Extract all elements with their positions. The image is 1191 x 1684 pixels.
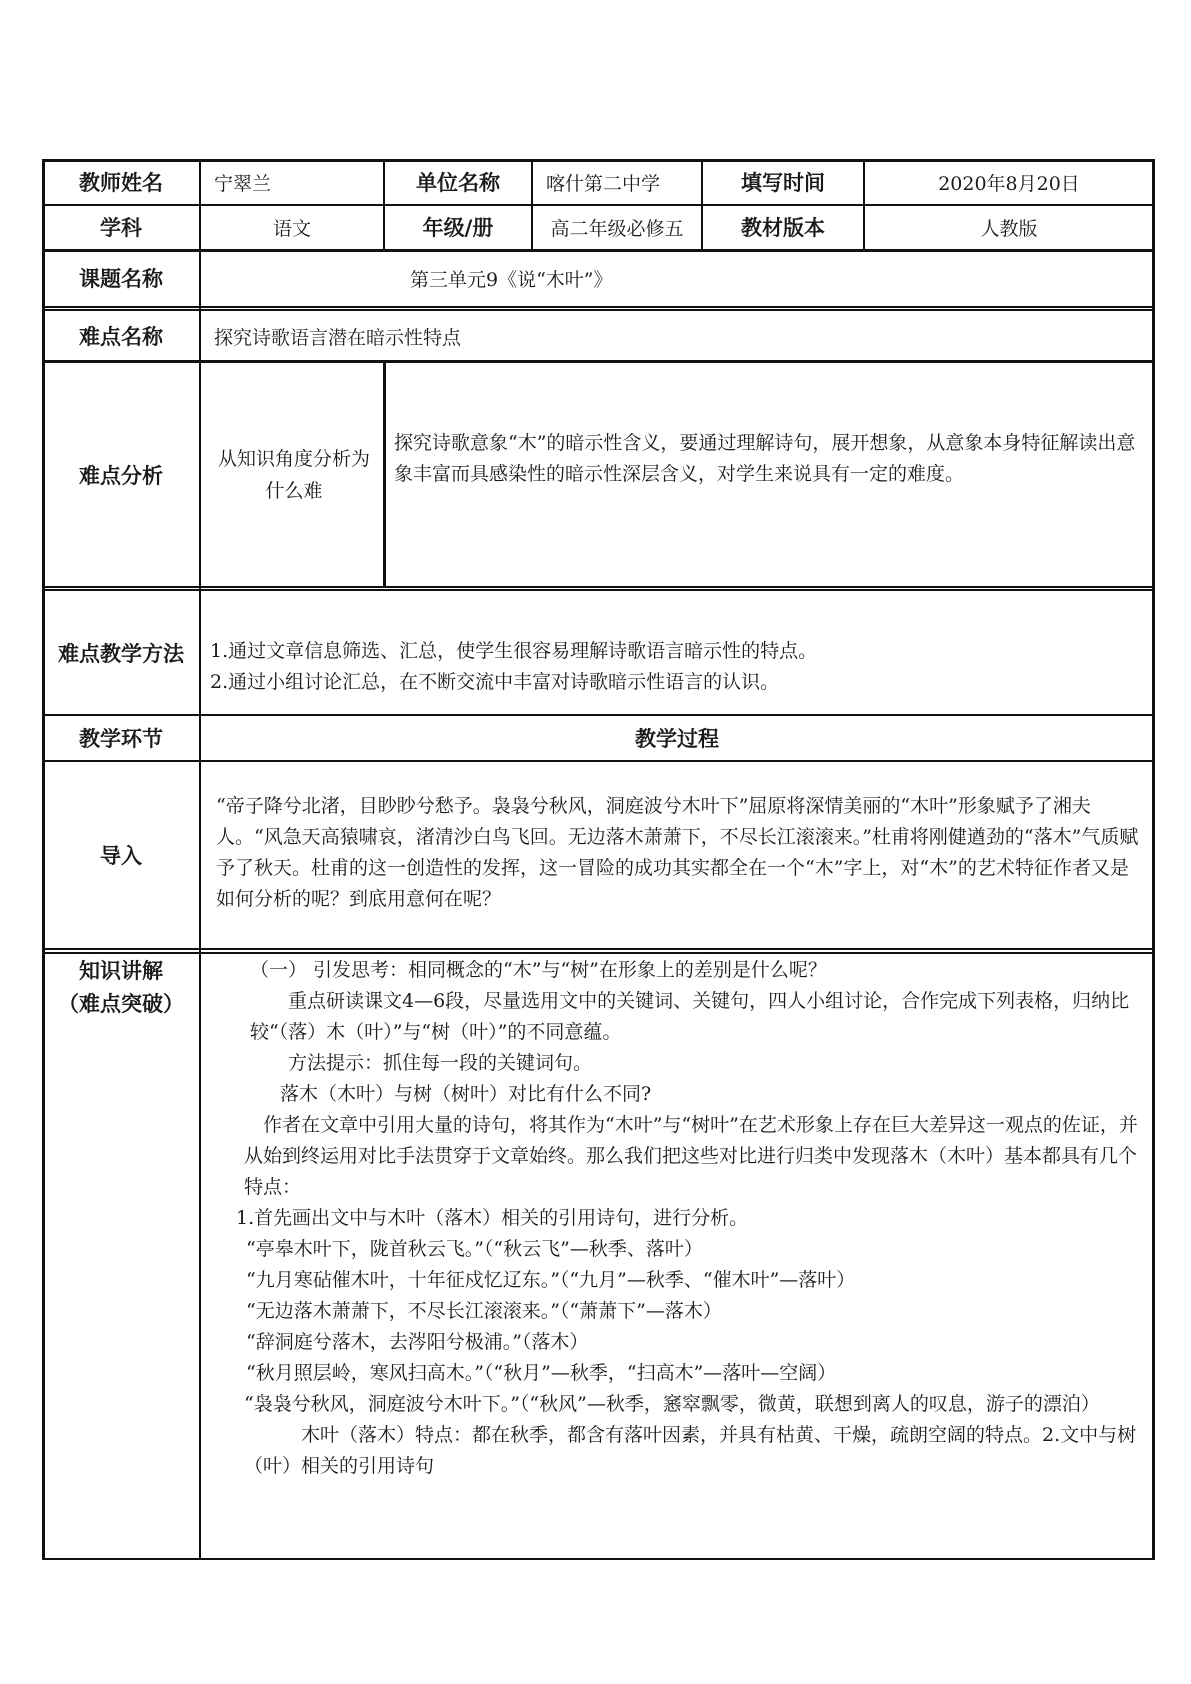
fill-date-value: 2020年8月20日 [938, 172, 1080, 195]
table-rule [42, 760, 1154, 762]
edition-label: 教材版本 [741, 216, 825, 240]
poem-quote-2: “九月寒砧催木叶，十年征戍忆辽东。”（“九月”—秋季、“催木叶”—落叶） [246, 1269, 856, 1291]
method-item-2: 2.通过小组讨论汇总，在不断交流中丰富对诗歌暗示性语言的认识。 [210, 671, 780, 693]
knowledge-p4: 落木（木叶）与树（树叶）对比有什么不同? [280, 1083, 652, 1105]
knowledge-p2: 重点研读课文4—6段，尽量选用文中的关键词、关键句，四人小组讨论，合作完成下列表格，归纳比较“（落）木（叶）”与“树（叶）”的不同意蕴。 [250, 990, 1130, 1043]
knowledge-label-line2: （难点突破） [58, 992, 184, 1016]
unit-name-label: 单位名称 [416, 171, 500, 195]
poem-quote-4: “辞洞庭兮落木，去涔阳兮极浦。”（落木） [246, 1331, 589, 1353]
grade-label: 年级/册 [422, 216, 494, 240]
table-rule [42, 948, 1154, 950]
poem-quote-5: “秋月照层岭，寒风扫高木。”（“秋月”—秋季，“扫高木”—落叶—空阔） [246, 1362, 837, 1384]
method-item-1: 1.通过文章信息筛选、汇总，使学生很容易理解诗歌语言暗示性的特点。 [210, 640, 818, 662]
table-border-left [42, 159, 45, 1560]
table-border-right [1152, 159, 1155, 1560]
table-col-rule [701, 159, 703, 250]
topic-value: 第三单元9《说“木叶”》 [410, 268, 613, 291]
table-col-rule [199, 159, 201, 1560]
method-list [210, 636, 1150, 702]
table-rule [42, 952, 1154, 954]
analysis-text: 探究诗歌意象“木”的暗示性含义，要通过理解诗句，展开想象，从意象本身特征解读出意象丰富而具感染性的暗示性深层含义，对学生来说具有一定的难度。 [394, 432, 1136, 485]
table-rule [42, 589, 1154, 591]
topic-label: 课题名称 [79, 267, 163, 291]
table-rule [42, 249, 1154, 252]
teacher-name-label: 教师姓名 [79, 171, 163, 195]
stage-header: 教学环节 [79, 726, 163, 751]
subject-label: 学科 [100, 216, 142, 240]
table-rule [42, 204, 1154, 206]
table-col-rule [531, 159, 533, 250]
knowledge-p1: （一） 引发思考：相同概念的“木”与“树”在形象上的差别是什么呢？ [250, 959, 827, 981]
knowledge-p7: 木叶（落木）特点：都在秋季，都含有落叶因素，并具有枯黄、干燥，疏朗空阔的特点。2.文中与树（叶）相关的引用诗句 [244, 1424, 1137, 1477]
table-rule [42, 306, 1154, 308]
knowledge-content [236, 955, 1146, 1555]
knowledge-label-line1: 知识讲解 [79, 959, 163, 983]
table-rule [42, 360, 1154, 363]
process-header: 教学过程 [635, 726, 719, 751]
table-rule [42, 714, 1154, 716]
method-label: 难点教学方法 [58, 641, 184, 666]
table-border-top [42, 159, 1154, 162]
difficulty-value: 探究诗歌语言潜在暗示性特点 [214, 326, 462, 349]
table-rule [42, 586, 1154, 588]
analysis-sub-label: 从知识角度分析为什么难 [217, 447, 370, 502]
intro-text: “帝子降兮北渚，目眇眇兮愁予。袅袅兮秋风，洞庭波兮木叶下”屈原将深情美丽的“木叶”形象赋予了湘夫人。“风急天高猿啸哀，渚清沙白鸟飞回。无边落木萧萧下，不尽长江滚滚来。”杜甫将刚健遒劲的“落木”气质赋予了秋天。杜甫的这一创造性的发挥，这一冒险的成功其实都全在一个“木”字上，对“木”的艺术特征作者又是如何分析的呢？到底用意何在呢？ [216, 795, 1139, 910]
poem-quote-6: “袅袅兮秋风，洞庭波兮木叶下。”（“秋风”—秋季，窸窣飘零，微黄，联想到离人的叹息，游子的漂泊） [244, 1393, 1100, 1415]
teacher-name-value: 宁翠兰 [214, 172, 272, 195]
table-border-bottom [42, 1558, 1154, 1560]
poem-quote-3: “无边落木萧萧下，不尽长江滚滚来。”（“萧萧下”—落木） [246, 1300, 722, 1322]
table-col-rule [863, 159, 865, 250]
knowledge-p3: 方法提示：抓住每一段的关键词句。 [288, 1052, 593, 1074]
knowledge-p6: 1.首先画出文中与木叶（落木）相关的引用诗句，进行分析。 [236, 1207, 749, 1229]
poem-quote-1: “亭皋木叶下，陇首秋云飞。”（“秋云飞”—秋季、落叶） [246, 1238, 703, 1260]
knowledge-label [42, 955, 200, 1025]
subject-value: 语文 [272, 217, 311, 240]
grade-value: 高二年级必修五 [550, 217, 684, 240]
intro-label: 导入 [100, 843, 142, 868]
fill-date-label: 填写时间 [741, 171, 825, 195]
edition-value: 人教版 [980, 217, 1038, 240]
table-rule [42, 309, 1154, 311]
table-col-rule [383, 361, 386, 588]
analysis-label: 难点分析 [79, 463, 163, 488]
unit-name-value: 喀什第二中学 [546, 172, 661, 195]
difficulty-label: 难点名称 [79, 325, 163, 349]
knowledge-p5: 作者在文章中引用大量的诗句，将其作为“木叶”与“树叶”在艺术形象上存在巨大差异这一观点的佐证，并从始到终运用对比手法贯穿于文章始终。那么我们把这些对比进行归类中发现落木（木叶）基本都具有几个特点： [244, 1114, 1138, 1198]
table-col-rule [383, 159, 385, 250]
